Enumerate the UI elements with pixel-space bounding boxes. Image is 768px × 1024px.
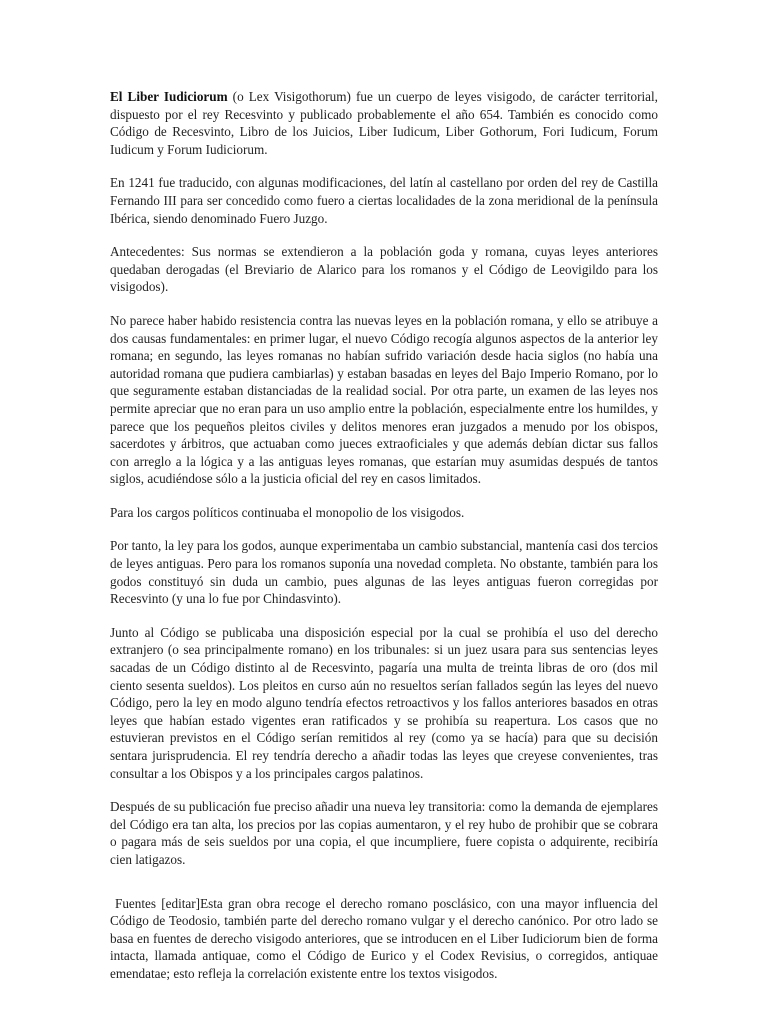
paragraph-disposicion: Junto al Código se publicaba una disposición especial por la cual se prohibía el uso del derecho extranjero (o sea principalmente romano) en los tribunales: si un juez usara para sus sentencias leyes sacadas de un Código distinto al de Recesvinto, pagaría una multa de treinta libras de oro (dos mil ciento sesenta sueldos). Los pleitos en curso aún no resueltos serían fallados según las leyes del nuevo Código, pero la ley en modo alguno tendría efectos retroactivos y los fallos anteriores basados en otras leyes que habían estado vigentes eran ratificados y se prohibía su reapertura. Los casos que no estuvieran previstos en el Código serían remitidos al rey (como ya se hacía) para que su decisión sentara jurisprudencia. El rey tendría derecho a añadir todas las leyes que creyese convenientes, tras consultar a los Obispos y a los principales cargos palatinos. (110, 624, 658, 781)
paragraph-translation: En 1241 fue traducido, con algunas modificaciones, del latín al castellano por orden del rey de Castilla Fernando III para ser concedido como fuero a ciertas localidades de la zona meridional de la península Ibérica, siendo denominado Fuero Juzgo. (110, 175, 658, 226)
paragraph-intro (110, 88, 658, 158)
document-page (110, 88, 658, 999)
paragraph-ley-godos: Por tanto, la ley para los godos, aunque experimentaba un cambio substancial, mantenía casi dos tercios de leyes antiguas. Pero para los romanos suponía una novedad completa. No obstante, también para los godos constituyó sin duda un cambio, pues algunas de las leyes antiguas fueron corregidas por Recesvinto (y una lo fue por Chindasvinto). (110, 538, 658, 607)
paragraph-fuentes (110, 895, 658, 983)
paragraph-ley-transitoria: Después de su publicación fue preciso añadir una nueva ley transitoria: como la demanda de ejemplares del Código era tan alta, los precios por las copias aumentaron, y el rey hubo de prohibir que se cobrara o pagara más de seis sueldos por una copia, el que incumpliere, fuere copista o adquirente, recibiría cien latigazos. (110, 799, 658, 867)
paragraph-resistencia: No parece haber habido resistencia contra las nuevas leyes en la población romana, y ello se atribuye a dos causas fundamentales: en primer lugar, el nuevo Código recogía algunos aspectos de la anterior ley romana; en segundo, las leyes romanas no habían sufrido variación desde hacia siglos (no había una autoridad romana que pudiera cambiarlas) y estaban basadas en leyes del Bajo Imperio Romano, por lo que seguramente estaban distanciadas de la realidad social. Por otra parte, un examen de las leyes nos permite apreciar que no eran para un uso amplio entre la población, especialmente entre los humildes, y parece que los pequeños pleitos civiles y delitos menores eran juzgados a menudo por los obispos, sacerdotes y árbitros, que actuaban como jueces extraoficiales y que además debían dictar sus fallos con arreglo a la lógica y a las antiguas leyes romanas, que estarían muy asumidas después de tantos siglos, acudiéndose sólo a la justicia oficial del rey en casos limitados. (110, 312, 658, 487)
document-title: El Liber Iudiciorum (110, 89, 228, 104)
paragraph-intro-text: (o Lex Visigothorum) fue un cuerpo de leyes visigodo, de carácter territorial, dispuesto por el rey Recesvinto y publicado probablemente el año 654. También es conocido como Código de Recesvinto, Libro de los Juicios, Liber Iudicum, Liber Gothorum, Fori Iudicum, Forum Iudicum y Forum Iudiciorum. (110, 89, 658, 157)
paragraph-cargos: Para los cargos políticos continuaba el monopolio de los visigodos. (110, 504, 465, 520)
paragraph-fuentes-text: Fuentes [editar]Esta gran obra recoge el derecho romano posclásico, con una mayor influencia del Código de Teodosio, también parte del derecho romano vulgar y el derecho canónico. Por otro lado se basa en fuentes de derecho visigodo anteriores, que se introducen en el Liber Iudiciorum bien de forma intacta, llamada antiquae, como el Código de Eurico y el Codex Revisius, o corregidos, antiquae emendatae; esto refleja la correlación existente entre los textos visigodos. (110, 895, 658, 981)
paragraph-antecedentes: Antecedentes: Sus normas se extendieron a la población goda y romana, cuyas leyes anteriores quedaban derogadas (el Breviario de Alarico para los romanos y el Código de Leovigildo para los visigodos). (110, 244, 658, 295)
